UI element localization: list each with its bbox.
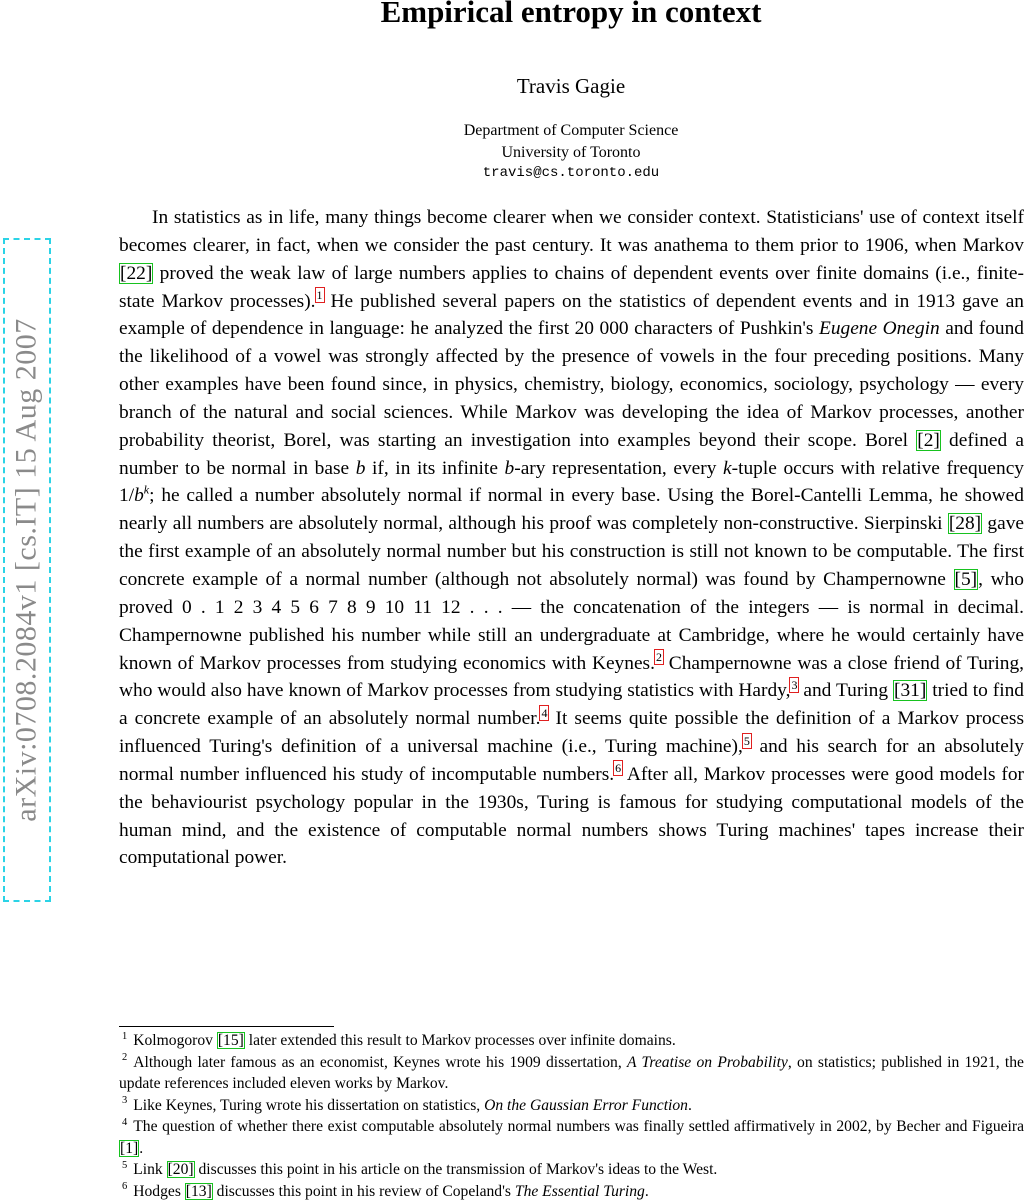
footnote-mark[interactable]: 6 (614, 761, 622, 775)
math-var: b (505, 458, 515, 479)
book-title: The Essential Turing (515, 1183, 645, 1200)
math-var: b (356, 458, 366, 479)
footnotes (119, 1030, 1024, 1202)
footnote-mark[interactable]: 2 (655, 650, 663, 664)
footnote: $^1$ Kolmogorov [15] later extended this result to Markov processes over infinite domains. (119, 1030, 1024, 1052)
footnote-mark[interactable]: 3 (790, 678, 798, 692)
citation-link[interactable]: [20] (167, 1161, 195, 1178)
citation-link[interactable]: [28] (948, 513, 982, 534)
author-email[interactable]: travis@cs.toronto.edu (0, 163, 1026, 185)
citation-link[interactable]: [1] (119, 1140, 139, 1157)
footnote: $^2$ Although later famous as an economist, Keynes wrote his 1909 dissertation, A Treatise on Probability, on statistics; published in 1921, the update references included eleven works by Markov. (119, 1052, 1024, 1095)
book-title: A Treatise on Probability (627, 1054, 788, 1071)
footnote-mark[interactable]: 5 (743, 734, 751, 748)
footnote-rule (119, 1026, 334, 1027)
footnote: $^6$ Hodges [13] discusses this point in his review of Copeland's The Essential Turing. (119, 1181, 1024, 1202)
footnote-mark[interactable]: 1 (316, 288, 324, 302)
citation-link[interactable]: [15] (217, 1032, 245, 1049)
arxiv-stamp-text: arXiv:0708.2084v1 [cs.IT] 15 Aug 2007 (10, 318, 44, 821)
citation-link[interactable]: [31] (893, 680, 927, 701)
footnote-mark[interactable]: 4 (540, 706, 548, 720)
book-title: On the Gaussian Error Function (484, 1097, 688, 1114)
affiliation-university: University of Toronto (0, 142, 1026, 164)
math-var: k (723, 458, 732, 479)
citation-link[interactable]: [2] (916, 430, 941, 451)
footnote: $^4$ The question of whether there exist computable absolutely normal numbers was finally settled affirmatively in 2002, by Becher and Figueira [1]. (119, 1116, 1024, 1159)
citation-link[interactable]: [13] (185, 1183, 213, 1200)
math-exponent: k (144, 483, 149, 497)
book-title: Eugene Onegin (819, 318, 940, 339)
arxiv-stamp (3, 238, 51, 902)
author-name: Travis Gagie (0, 74, 1026, 99)
footnote: $^5$ Link [20] discusses this point in his article on the transmission of Markov's ideas to the West. (119, 1159, 1024, 1181)
footnote-number: 5 (122, 1160, 127, 1171)
affiliation-department: Department of Computer Science (0, 120, 1026, 142)
citation-link[interactable]: [5] (954, 569, 979, 590)
footnote: $^3$ Like Keynes, Turing wrote his dissertation on statistics, On the Gaussian Error Function. (119, 1095, 1024, 1117)
footnote-number: 6 (122, 1181, 127, 1192)
footnote-number: 1 (122, 1031, 127, 1042)
footnote-number: 3 (122, 1095, 127, 1106)
math-var: b (134, 485, 144, 506)
citation-link[interactable]: [22] (119, 263, 153, 284)
footnote-number: 4 (122, 1117, 127, 1128)
affiliation (0, 120, 1026, 185)
paper-title: Empirical entropy in context (0, 0, 1026, 30)
body-paragraph: In statistics as in life, many things become clearer when we consider context. Statisticians' use of context itself becomes clearer, in fact, when we consider the past century. It was anathema to them prior to 1906, when Markov [22] proved the weak law of large numbers applies to chains of dependent events over finite domains (i.e., finite-state Markov processes).$^1$ He published several papers on the statistics of dependent events and in 1913 gave an example of dependence in language: he analyzed the first 20 000 characters of Pushkin's Eugene Onegin and found the likelihood of a vowel was strongly affected by the presence of vowels in the four preceding positions. Many other examples have been found since, in physics, chemistry, biology, economics, sociology, psychology — every branch of the natural and social sciences. While Markov was developing the idea of Markov processes, another probability theorist, Borel, was starting an investigation into examples beyond their scope. Borel [2] defined a number to be normal in base b if, in its infinite b-ary representation, every k-tuple occurs with relative frequency $1/b^k$; he called a number absolutely normal if normal in every base. Using the Borel-Cantelli Lemma, he showed nearly all numbers are absolutely normal, although his proof was completely non-constructive. Sierpinski [28] gave the first example of an absolutely normal number but his construction is still not known to be computable. The first concrete example of a normal number (although not absolutely normal) was found by Champernowne [5], who proved 0 . 1 2 3 4 5 6 7 8 9 10 11 12 . . . — the concatenation of the integers — is normal in decimal. Champernowne published his number while still an undergraduate at Cambridge, where he would certainly have known of Markov processes from studying economics with Keynes.$^2$ Champernowne was a close friend of Turing, who would also have known of Markov processes from studying statistics with Hardy,$^3$ and Turing [31] tried to find a concrete example of an absolutely normal number.$^4$ It seems quite possible the definition of a Markov process influenced Turing's definition of a universal machine (i.e., Turing machine),$^5$ and his search for an absolutely normal number influenced his study of incomputable numbers.$^6$ After all, Markov processes were good models for the behaviourist psychology popular in the 1930s, Turing is famous for studying computational models of the human mind, and the existence of computable normal numbers shows Turing machines' tapes increase their computational power. (119, 204, 1024, 872)
footnote-number: 2 (122, 1052, 127, 1063)
